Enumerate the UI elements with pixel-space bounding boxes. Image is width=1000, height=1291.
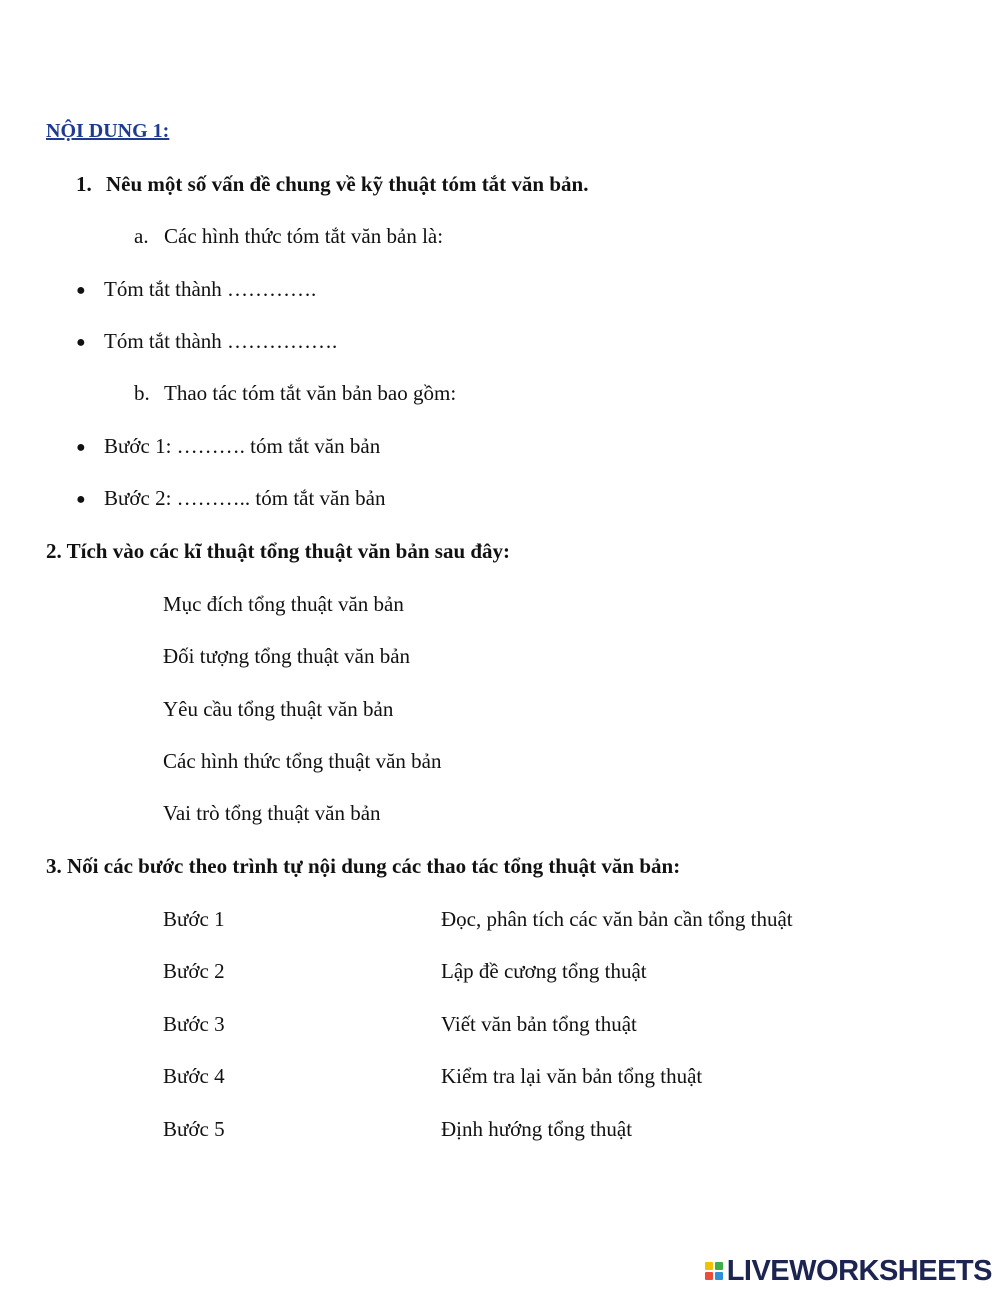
bullet-text: Tóm tắt thành ……………. xyxy=(104,329,338,353)
checkbox-option[interactable]: Các hình thức tổng thuật văn bản xyxy=(163,749,442,773)
sub-item-b-marker: b. xyxy=(134,381,150,405)
checkbox-option[interactable]: Đối tượng tổng thuật văn bản xyxy=(163,644,411,668)
sub-item-b xyxy=(134,380,456,406)
match-action[interactable]: Định hướng tổng thuật xyxy=(441,1117,633,1141)
checkbox-option[interactable]: Yêu cầu tổng thuật văn bản xyxy=(163,697,394,721)
question-3-title: 3. Nối các bước theo trình tự nội dung các thao tác tổng thuật văn bản: xyxy=(46,854,681,878)
match-step[interactable]: Bước 3 xyxy=(163,1012,225,1036)
logo-tile xyxy=(715,1272,723,1280)
question-1-number: 1. xyxy=(76,172,92,196)
match-step[interactable]: Bước 2 xyxy=(163,959,225,983)
bullet-item xyxy=(76,433,380,462)
section-heading: NỘI DUNG 1: xyxy=(46,120,170,142)
sub-item-a-marker: a. xyxy=(134,224,149,248)
bullet-icon: ● xyxy=(76,439,86,456)
question-1-title xyxy=(76,171,588,197)
logo-tiles-icon xyxy=(705,1262,723,1280)
liveworksheets-logo xyxy=(705,1254,992,1288)
match-action[interactable]: Lập đề cương tổng thuật xyxy=(441,959,647,983)
sub-item-a xyxy=(134,223,443,249)
bullet-item xyxy=(76,328,337,357)
question-1-text: Nêu một số vấn đề chung về kỹ thuật tóm tắt văn bản. xyxy=(106,172,589,196)
logo-tile xyxy=(705,1262,713,1270)
sub-item-b-text: Thao tác tóm tắt văn bản bao gồm: xyxy=(164,381,457,405)
checkbox-option[interactable]: Vai trò tổng thuật văn bản xyxy=(163,801,381,825)
match-step[interactable]: Bước 4 xyxy=(163,1064,225,1088)
bullet-item xyxy=(76,276,316,305)
match-action[interactable]: Viết văn bản tổng thuật xyxy=(441,1012,637,1036)
logo-text: LIVEWORKSHEETS xyxy=(726,1254,992,1287)
match-step[interactable]: Bước 5 xyxy=(163,1117,225,1141)
bullet-item xyxy=(76,485,385,514)
match-action[interactable]: Kiểm tra lại văn bản tổng thuật xyxy=(441,1064,703,1088)
match-step[interactable]: Bước 1 xyxy=(163,907,225,931)
bullet-icon: ● xyxy=(76,282,86,299)
bullet-text: Tóm tắt thành …………. xyxy=(104,277,317,301)
logo-tile xyxy=(715,1262,723,1270)
bullet-icon: ● xyxy=(76,334,86,351)
checkbox-option[interactable]: Mục đích tổng thuật văn bản xyxy=(163,592,404,616)
bullet-text: Bước 1: ………. tóm tắt văn bản xyxy=(104,434,381,458)
match-action[interactable]: Đọc, phân tích các văn bản cần tổng thuật xyxy=(441,907,793,931)
bullet-icon: ● xyxy=(76,491,86,508)
question-2-title: 2. Tích vào các kĩ thuật tổng thuật văn bản sau đây: xyxy=(46,539,511,563)
logo-tile xyxy=(705,1272,713,1280)
sub-item-a-text: Các hình thức tóm tắt văn bản là: xyxy=(164,224,444,248)
bullet-text: Bước 2: ……….. tóm tắt văn bản xyxy=(104,486,386,510)
